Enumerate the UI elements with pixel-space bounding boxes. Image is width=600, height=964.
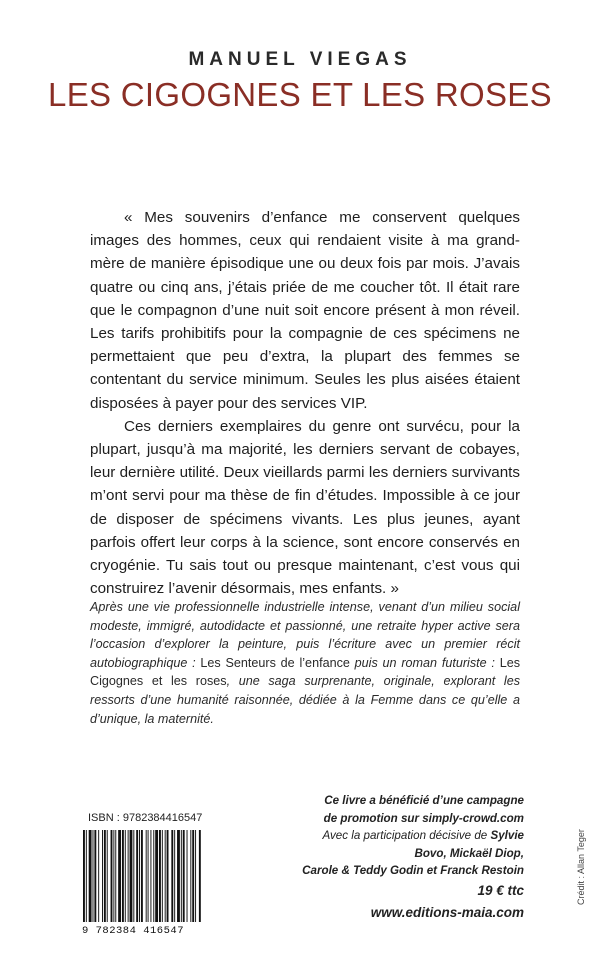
excerpt-paragraph: « Mes souvenirs d’enfance me conservent quelques images des hommes, ceux qui rendaient visite à ma grand-mère de manière épisodique une ou deux fois par mois. J’avais quatre ou cinq ans, j’étais priée de me coucher tôt. Il était rare que le compagnon d’une nuit soit encore présent à mon réveil. Les tarifs prohibitifs pour la compagnie de ces spécimens ne permettaient que peu d’extra, la plupart des femmes se contentant du service minimum. Seules les plus aisées étaient disposées à payer pour des services VIP.: [90, 209, 520, 412]
author-bio: [90, 598, 520, 728]
promo-line: Ce livre a bénéficié d’une campagne: [324, 794, 524, 807]
author-name: MANUEL VIEGAS: [188, 49, 412, 70]
promo-names: Sylvie Bovo, Mickaël Diop,: [414, 829, 524, 860]
bio-text: , une saga surprenante, originale, explorant les ressorts d’une humanité raisonnée, dédiée à la Femme dans ce qu’elle a d’unique, la maternité.: [90, 674, 520, 726]
promo-line: de promotion sur simply-crowd.com: [323, 811, 524, 825]
promo-names: Carole & Teddy Godin et Franck Restoin: [302, 864, 524, 877]
excerpt-paragraph: Ces derniers exemplaires du genre ont survécu, pour la plupart, jusqu’à ma majorité, les derniers servant de cobayes, leur dernière utilité. Deux vieillards parmi les derniers survivants m’ont servi pour ma thèse de fin d’études. Impossible à ce jour de disposer de spécimens vivants. Les plus jeunes, ayant parfois offert leur corps à la science, sont encore conservés en cryogénie. Tu sais tout ou presque maintenant, c’est vous qui construirez l’avenir désormais, mes enfants. »: [90, 417, 520, 598]
isbn-label: ISBN : 9782384416547: [88, 812, 203, 824]
bio-text: Après une vie professionnelle industrielle intense, venant d’un milieu social modeste, immigré, autodidacte et passionné, une retraite hyper active sera l’occasion d’explorer la peinture, puis l’écriture avec un premier récit autobiographique :: [90, 600, 520, 670]
bio-book-title: Les Senteurs de l’enfance: [200, 655, 350, 670]
barcode: [82, 830, 202, 922]
promo-line: Avec la participation décisive de: [322, 829, 491, 842]
photo-credit: Crédit : Allan Teger: [576, 829, 586, 905]
book-title: LES CIGOGNES ET LES ROSES: [48, 76, 552, 113]
promo-text: [300, 792, 524, 880]
publisher-website: www.editions-maia.com: [370, 905, 524, 920]
bio-book-title: Les Cigognes et les roses: [90, 655, 520, 689]
price: 19 € ttc: [477, 883, 524, 898]
excerpt: [90, 206, 520, 600]
barcode-digits: 9 782384 416547: [82, 925, 185, 937]
bio-text: puis un roman futuriste :: [349, 655, 500, 670]
